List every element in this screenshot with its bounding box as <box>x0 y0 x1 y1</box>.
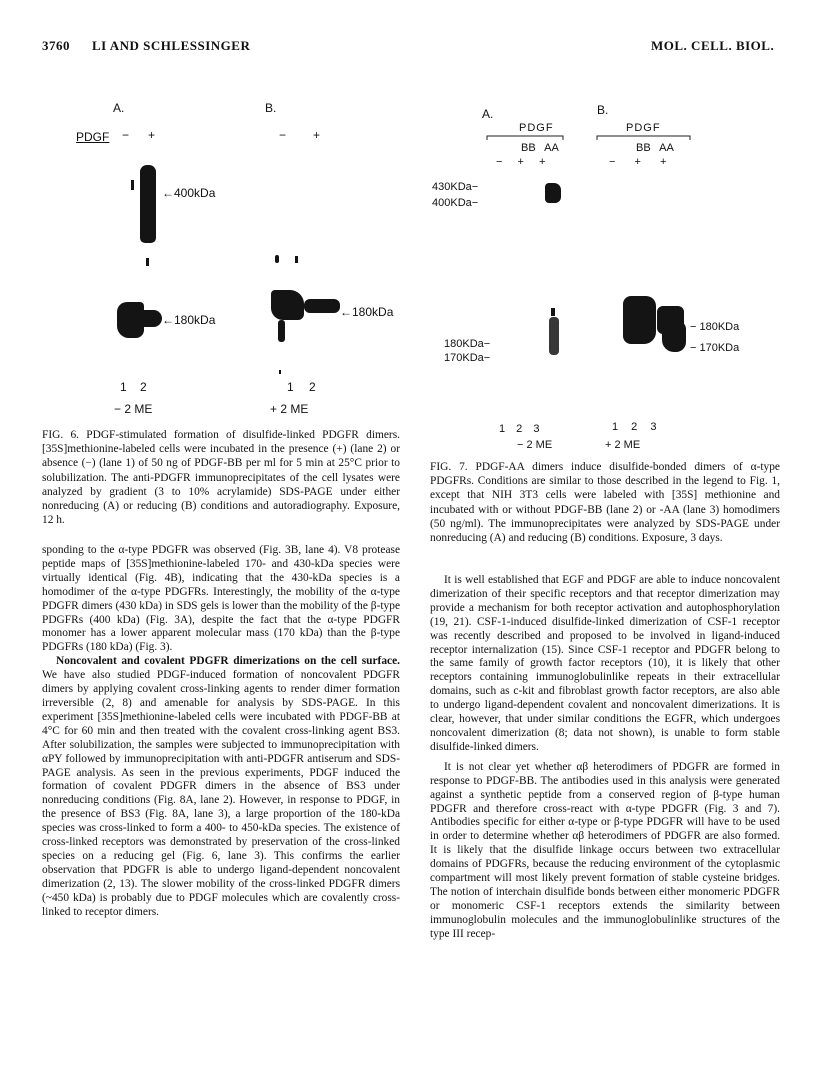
fig7-marker-430: 430KDa− <box>432 181 479 193</box>
page-number: 3760 <box>42 38 70 53</box>
fig7-lanes-b: 1 2 3 <box>612 421 657 433</box>
left-paragraph-2 <box>42 655 400 919</box>
fig7-lanes-a: 1 2 3 <box>499 423 540 435</box>
right-column <box>430 574 780 942</box>
fig7-condition-b: + 2 ME <box>605 439 641 451</box>
fig7-pdgf-a: PDGF <box>519 122 554 134</box>
journal-name: MOL. CELL. BIOL. <box>651 38 775 53</box>
fig6-condition-b: + 2 ME <box>270 402 309 416</box>
fig6-lanes-a: 1 2 <box>120 380 147 394</box>
fig7-marker-180-left: 180KDa− <box>444 338 491 350</box>
fig7-a-band-170-lane3 <box>549 317 559 355</box>
fig7-bb-aa-b: BB AA <box>636 142 674 154</box>
fig7-pdgf-b: PDGF <box>626 122 661 134</box>
fig6-b-plus: + <box>313 128 321 142</box>
fig7-signs-b: − + + <box>609 156 667 168</box>
fig7-b-band-170-lane3 <box>662 321 686 352</box>
left-paragraph-2-text: We have also studied PDGF-induced formation of noncovalent PDGFR dimers by applying covalent cross-linking agents to render dimer formation irreversible (2, 8) and amenable for analysis by SDS-PAGE. In this experiment [35S]methionine-labeled cells were incubated with PDGF-BB at 4°C for 60 min and then treated with the covalent cross-linking agent BS3. After solubilization, the samples were subjected to immunoprecipitation with αPY followed by immunoprecipitation with anti-PDGFR antiserum and SDS-PAGE analysis. As seen in the previous experiments, PDGF induced the formation of covalent PDGFR dimers in the absence of BS3 under nonreducing conditions (Fig. 8A, lane 2). However, in response to PDGF, in the presence of BS3 (Fig. 8A, lane 3), a large proportion of the 180-kDa species was cross-linked to form a 400- to 450-kDa species. The existence of cross-linked receptors was demonstrated by preservation of the cross-linked species on a reducing gel (Fig. 6, lane 3). This confirms the earlier observation that PDGFR is able to undergo ligand-dependent noncovalent dimerization (2, 13). The slower mobility of the cross-linked PDGFR dimers (~450 kDa) is probably due to PDGF molecules which are covalently cross-linked to receptor dimers. <box>42 669 400 918</box>
fig6-b-minus: − <box>279 128 287 142</box>
fig7-marker-400: 400KDa− <box>432 197 479 209</box>
fig6-lanes-b: 1 2 <box>287 380 316 394</box>
fig7-a-speck <box>551 308 555 316</box>
fig6-caption: FIG. 6. PDGF-stimulated formation of disulfide-linked PDGFR dimers. [35S]methionine-labeled cells were incubated in the presence (+) (lane 2) or absence (−) (lane 1) of 50 ng of PDGF-BB per ml for 5 min at 25°C prior to solubilization. The anti-PDGFR immunoprecipitates of the cell lysates were analyzed by gradient (3 to 10% acrylamide) SDS-PAGE under either nonreducing (A) or reducing (B) conditions and autoradiography. Exposure, 12 h. <box>42 429 400 527</box>
fig6-marker-400: ←400kDa <box>162 186 216 200</box>
fig7-panel-a-label: A. <box>482 107 494 121</box>
fig7-b-band-180-lane1 <box>623 296 656 344</box>
fig7-panel-b-label: B. <box>597 103 609 117</box>
left-column <box>42 544 400 919</box>
right-paragraph-1: It is well established that EGF and PDGF are able to induce noncovalent dimerization of their specific receptors and that receptor dimerization may provide a mechanism for both receptor activation and autophosphorylation (19, 21). CSF-1-induced disulfide-linked dimerization of CSF-1 receptor was recently described and proposed to be involved in ligand-induced receptor internalization (15). Since CSF-1 receptor and PDGFR belong to the same family of growth factor receptors (10), it is likely that other receptors containing immunoglobulinlike repeats in their extracellular domains, such as c-kit and fibroblast growth factor receptors, are also able to undergo ligand-dependent covalent and noncovalent dimerizations. It is clear, however, that under similar conditions the EGFR, which undergoes noncovalent dimerization (8; data not shown), is unable to form stable disulfide-linked dimers. <box>430 574 780 753</box>
fig6-a-minus: − <box>122 128 130 142</box>
fig7-caption: FIG. 7. PDGF-AA dimers induce disulfide-bonded dimers of α-type PDGFRs. Conditions are similar to those described in the legend to Fig. 1, except that NIH 3T3 cells were labeled with [35S] methionine and incubated with or without PDGF-BB (lane 2) or -AA (lane 3) homodimers (50 ng/ml). The immunoprecipitates were analyzed by SDS-PAGE under nonreducing (A) and reducing (B) conditions. Exposure, 3 days. <box>430 461 780 545</box>
fig7-marker-170-left: 170KDa− <box>444 352 491 364</box>
right-paragraph-2: It is not clear yet whether αβ heterodimers of PDGFR are formed in response to PDGF-BB. The antibodies used in this analysis were generated against a synthetic peptide from a conserved region of β-type human PDGFR and therefore cross-react with α-type PDGFR (Fig. 3 and 7). Antibodies specific for either α-type or β-type PDGFR will have to be used in order to determine whether αβ heterodimers of PDGFR are also formed. It is likely that the disulfide linkage occurs between two extracellular domains of PDGFRs, because the reducing environment of the cytoplasmic compartment will most likely prevent formation of stable cysteine bridges. The notion of interchain disulfide bonds between either monomeric PDGFR or monomeric CSF-1 receptors extends the similarity between immunoglobulin molecules and the immunoglobulinlike structures of the type III recep- <box>430 760 780 940</box>
fig7-signs-a: − + + <box>496 156 546 168</box>
fig6-marker-180-a: ←180kDa <box>162 313 216 327</box>
fig7-marker-180-right: − 180KDa <box>690 321 740 333</box>
fig6-panel-b-label: B. <box>265 101 277 115</box>
fig7-bb-aa-a: BB AA <box>521 142 559 154</box>
fig6-condition-a: − 2 ME <box>114 402 153 416</box>
section-heading: Noncovalent and covalent PDGFR dimerizations on the cell surface. <box>56 655 400 668</box>
fig7-marker-170-right: − 170KDa <box>690 342 740 354</box>
fig6-marker-180-b: ←180kDa <box>340 305 394 319</box>
fig7-a-band-430-lane3 <box>545 183 561 203</box>
fig6-panel-a-label: A. <box>113 101 125 115</box>
running-authors: LI AND SCHLESSINGER <box>92 38 251 53</box>
left-paragraph-1: sponding to the α-type PDGFR was observed (Fig. 3B, lane 4). V8 protease peptide maps of [35S]methionine-labeled 170- and 430-kDa species were virtually identical (Fig. 4B), indicating that the 430-kDa species is a homodimer of the α-type PDGFRs. Interestingly, the mobility of the α-type PDGFR dimers (430 kDa) in SDS gels is lower than the mobility of the β-type PDGFRs (400 kDa) (Fig. 3A), despite the fact that the α-type PDGFR monomer has a lower apparent molecular mass (170 kDa) than the β-type PDGFRs (180 kDa) (Fig. 3). <box>42 544 400 654</box>
fig7-condition-a: − 2 ME <box>517 439 553 451</box>
fig6-pdgf-label: PDGF <box>76 130 110 144</box>
fig6-a-plus: + <box>148 128 156 142</box>
